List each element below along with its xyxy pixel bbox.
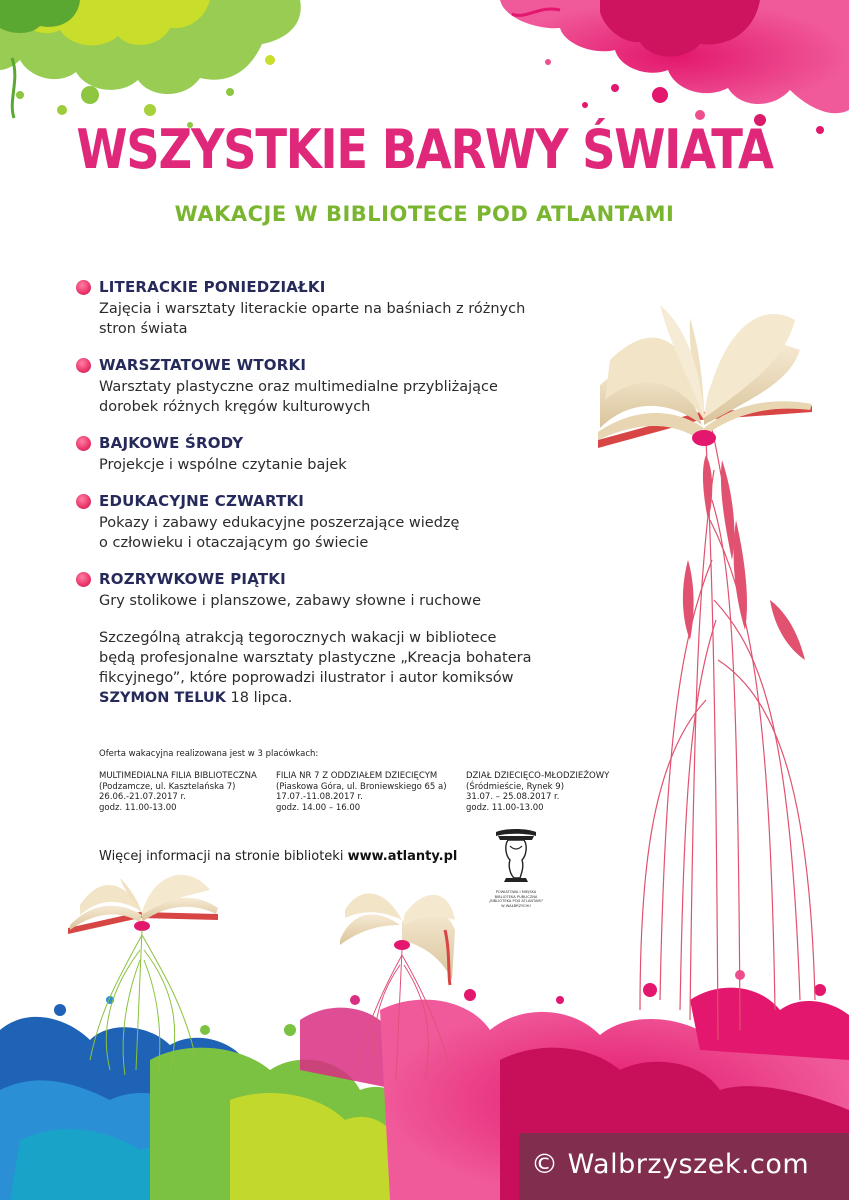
workshop-date: 18 lipca. (225, 690, 293, 706)
schedule-item-tuesday (99, 356, 559, 417)
bullet-dot-icon (76, 494, 91, 509)
schedule-day-desc-line: Warsztaty plastyczne oraz multimedialne przybliżające (99, 379, 498, 395)
watermark (519, 1133, 849, 1200)
schedule-day-desc-line: Gry stolikowe i planszowe, zabawy słowne i ruchowe (99, 593, 482, 609)
bullet-dot-icon (76, 572, 91, 587)
highlight-paragraph (99, 628, 579, 708)
schedule-day-title: EDUKACYJNE CZWARTKI (99, 492, 305, 510)
location-branch-1 (99, 771, 257, 813)
open-book-icon (340, 893, 455, 985)
location-dates: 17.07.-11.08.2017 r. (276, 792, 363, 802)
more-info-line (99, 849, 457, 864)
poster-subtitle: WAKACJE W BIBLIOTECE POD ATLANTAMI (174, 202, 675, 226)
highlight-line: Szczególną atrakcją tegorocznych wakacji w bibliotece (99, 630, 497, 646)
library-atlas-logo-icon (486, 826, 546, 884)
location-branch-3 (466, 771, 609, 813)
location-name: MULTIMEDIALNA FILIA BIBLIOTECZNA (99, 771, 257, 781)
location-name: FILIA NR 7 Z ODDZIAŁEM DZIECIĘCYM (276, 771, 438, 781)
schedule-item-wednesday (99, 434, 559, 475)
schedule-day-desc-line: o człowieku i otaczającym go świecie (99, 535, 369, 551)
schedule-item-monday (99, 278, 559, 339)
bullet-dot-icon (76, 358, 91, 373)
location-hours: godz. 11.00-13.00 (466, 802, 544, 813)
watermark-text: © Walbrzyszek.com (531, 1149, 810, 1180)
location-branch-2 (276, 771, 447, 813)
locations-intro: Oferta wakacyjna realizowana jest w 3 placówkach: (99, 749, 319, 759)
highlight-line: będą profesjonalne warsztaty plastyczne „Kreacja bohatera (99, 650, 532, 666)
bullet-dot-icon (76, 280, 91, 295)
schedule-day-desc-line: Projekcje i wspólne czytanie bajek (99, 457, 347, 473)
poster-title: WSZYSTKIE BARWY ŚWIATA (76, 118, 773, 181)
website-link[interactable]: www.atlanty.pl (347, 849, 458, 864)
location-address: (Śródmieście, Rynek 9) (466, 781, 565, 792)
schedule-day-title: LITERACKIE PONIEDZIAŁKI (99, 278, 326, 296)
schedule-day-desc-line: Pokazy i zabawy edukacyjne poszerzające wiedzę (99, 515, 460, 531)
location-address: (Podzamcze, ul. Kasztelańska 7) (99, 781, 236, 792)
logo-caption (486, 890, 546, 908)
location-dates: 26.06.-21.07.2017 r. (99, 792, 186, 802)
schedule-day-title: ROZRYWKOWE PIĄTKI (99, 570, 286, 588)
schedule-item-thursday (99, 492, 559, 553)
paint-splash-top-right (500, 0, 849, 134)
highlight-line: fikcyjnego”, które poprowadzi ilustrator i autor komiksów (99, 670, 514, 686)
location-hours: godz. 11.00-13.00 (99, 802, 177, 813)
logo-caption-line: „BIBLIOTEKA POD ATLANTAMI” (488, 899, 544, 903)
open-book-icon (68, 875, 218, 934)
library-logo (486, 826, 546, 908)
schedule-day-title: BAJKOWE ŚRODY (99, 434, 244, 452)
location-name: DZIAŁ DZIECIĘCO-MŁODZIEŻOWY (466, 771, 610, 781)
bullet-dot-icon (76, 436, 91, 451)
location-dates: 31.07. – 25.08.2017 r. (466, 792, 560, 802)
location-hours: godz. 14.00 – 16.00 (276, 802, 361, 813)
schedule-day-desc-line: dorobek różnych kręgów kulturowych (99, 399, 371, 415)
schedule-item-friday (99, 570, 559, 611)
schedule-day-title: WARSZTATOWE WTORKI (99, 356, 307, 374)
location-address: (Piaskowa Góra, ul. Broniewskiego 65 a) (276, 781, 447, 792)
logo-caption-line: POWIATOWA I MIEJSKA (495, 890, 537, 894)
more-info-text: Więcej informacji na stronie biblioteki (99, 849, 348, 864)
schedule-day-desc-line: stron świata (99, 321, 188, 337)
grass-seed-heads (683, 455, 805, 660)
schedule-day-desc-line: Zajęcia i warsztaty literackie oparte na baśniach z różnych (99, 301, 526, 317)
logo-caption-line: BIBLIOTEKA PUBLICZNA (494, 894, 538, 899)
logo-caption-line: W WAŁBRZYCHU (501, 903, 531, 908)
illustrator-name: SZYMON TELUK (99, 690, 226, 706)
open-book-icon (598, 305, 812, 448)
